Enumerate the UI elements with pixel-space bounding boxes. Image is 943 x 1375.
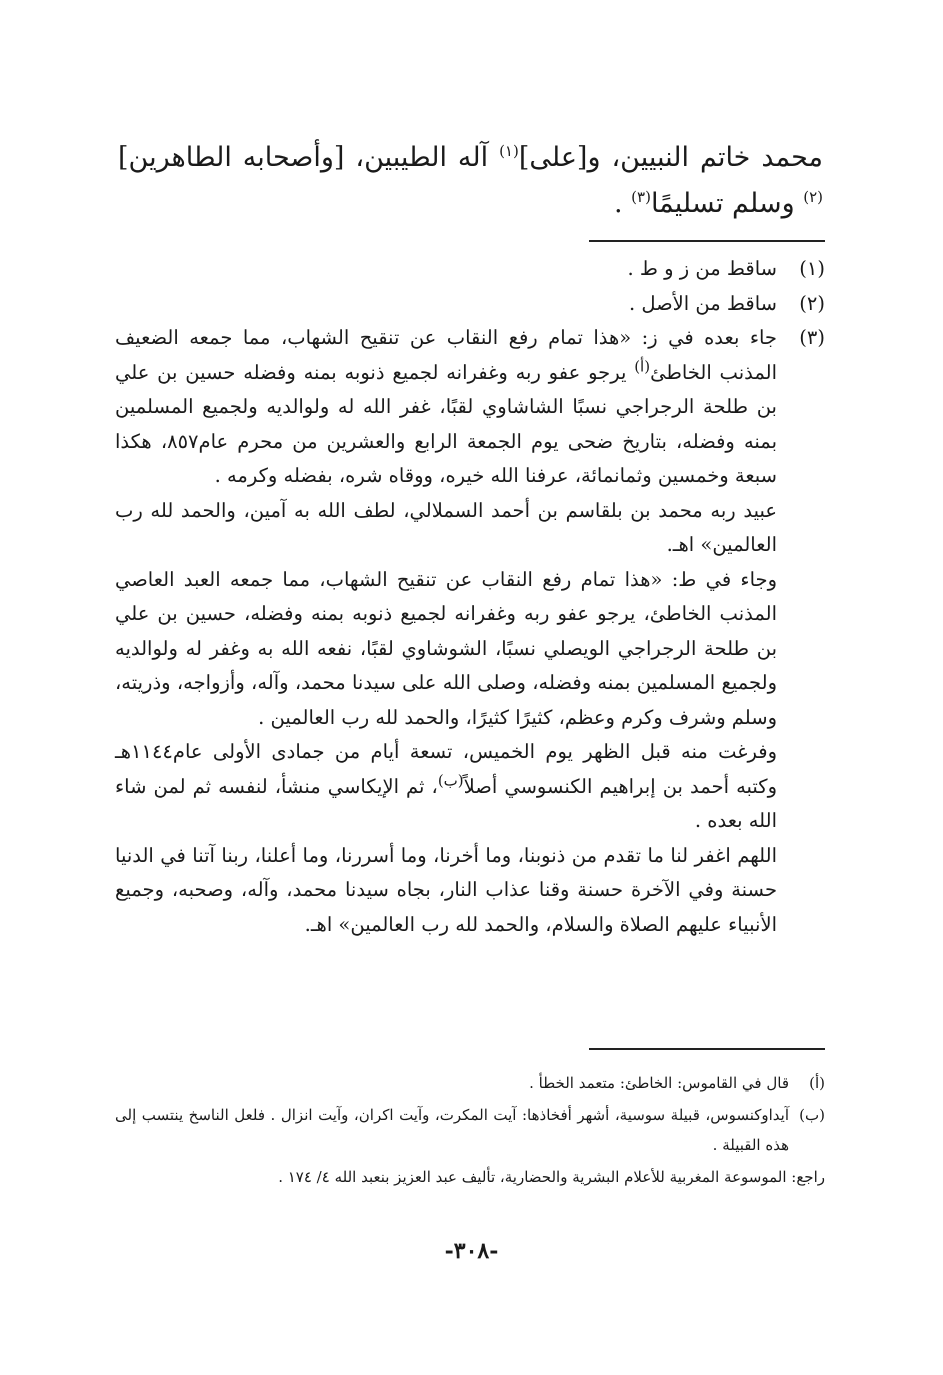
footnote-text: ساقط من الأصل . [628, 291, 777, 315]
page-number: -٣٠٨- [444, 1238, 499, 1264]
note-a [115, 1068, 825, 1098]
note-number: (ب) [799, 1106, 825, 1124]
main-text-part: آله الطيبين، [وأصحابه الطاهرين] [118, 142, 500, 173]
footnote-number: (٢) [799, 291, 825, 315]
main-text-part: محمد خاتم النبيين، و[على] [518, 142, 823, 173]
footnotes [115, 252, 825, 942]
footnote-text: جاء بعده في ز: «هذا تمام رفع النقاب عن تنقيح الشهاب، مما جمعه الضعيف المذنب الخاطئ [115, 326, 777, 384]
footnote-2 [115, 287, 825, 322]
note-marker-a[interactable]: (أ) [634, 357, 651, 375]
footnote-3 [115, 321, 825, 942]
footnote-marker-1[interactable]: (١) [499, 142, 519, 160]
note-marker-b[interactable]: (ب) [437, 771, 464, 789]
note-b [115, 1100, 825, 1160]
footnote-3-paragraph-1 [115, 321, 777, 494]
main-text-part: وسلم تسليمًا [650, 188, 804, 219]
main-text-part: . [614, 188, 632, 219]
footnote-number: (١) [799, 257, 825, 280]
reference-note [115, 1162, 825, 1192]
footnote-3-paragraph-3: وجاء في ط: «هذا تمام رفع النقاب عن تنقيح الشهاب، مما جمعه العبد العاصي المذنب الخاطئ، يرجو عفو ربه وغفرانه لجميع ذنوبه بمنه وفضله، حسين بن علي بن طلحة الرجراجي الويصلي نسبًا، الشوشاوي لقبًا، نفعه الله به وغفر له ولوالديه ولجميع المسلمين بمنه وفضله، وصلى الله على سيدنا محمد، وآله، وأزواجه، وذريته، وسلم وشرف وكرم وعظم، كثيرًا كثيرًا، والحمد لله رب العالمين . [115, 567, 777, 729]
main-text [118, 135, 823, 227]
note-text: آيداوكنسوس، قبيلة سوسية، أشهر أفخاذها: آيت المكرت، وآيت اكران، وآيت انزال . فلعل الناسخ ينتسب إلى هذه القبيلة . [115, 1106, 789, 1154]
footnote-text: وفرغت منه قبل الظهر يوم الخميس، تسعة أيام من جمادى الأولى عام١١٤٤هـ وكتبه أحمد بن إبراهيم الكنسوسي أصلاً [115, 740, 777, 798]
footnote-marker-3[interactable]: (٣) [631, 188, 651, 206]
reference-text: راجع: الموسوعة المغربية للأعلام البشرية والحضارية، تأليف عبد العزيز بنعبد الله ٤/ ١٧٤ . [278, 1168, 825, 1186]
footnote-text: ساقط من ز و ط . [627, 257, 777, 280]
footnote-text: ، ثم الإيكاسي منشأ، لنفسه ثم لمن شاء الله بعده . [115, 774, 777, 832]
note-text: قال في القاموس: الخاطئ: متعمد الخطأ . [529, 1074, 789, 1092]
footnote-number: (٣) [799, 326, 825, 349]
main-paragraph [118, 135, 823, 227]
footnote-3-paragraph-4 [115, 735, 777, 839]
footnote-marker-2[interactable]: (٢) [803, 188, 823, 206]
footnote-1 [115, 252, 825, 287]
note-number: (أ) [809, 1074, 825, 1092]
footnote-text: يرجو عفو ربه وغفرانه لجميع ذنوبه بمنه وفضله حسين بن علي بن طلحة الرجراجي نسبًا الشاشاوي لقبًا، غفر الله له ولوالديه ولجميع المسلمين بمنه وفضله، بتاريخ ضحى يوم الجمعة الرابع والعشرين من محرم عام٨٥٧، هكذا سبعة وخمسين وثمانمائة، عرفنا الله خيره، ووقاه شره، بفضله وكرمه . [115, 360, 777, 487]
footnote-separator [589, 240, 825, 242]
notes-separator [589, 1048, 825, 1050]
footnote-3-paragraph-2: عبيد ربه محمد بن بلقاسم بن أحمد السملالي، لطف الله به آمين، والحمد لله رب العالمين» اهـ. [115, 498, 777, 556]
editor-notes [115, 1068, 825, 1194]
footnote-3-paragraph-5: اللهم اغفر لنا ما تقدم من ذنوبنا، وما أخرنا، وما أسررنا، وما أعلنا، ربنا آتنا في الدنيا حسنة وفي الآخرة حسنة وقنا عذاب النار، بجاه سيدنا محمد، وآله، وصحبه، وجميع الأنبياء عليهم الصلاة والسلام، والحمد لله رب العالمين» اهـ. [115, 843, 777, 936]
